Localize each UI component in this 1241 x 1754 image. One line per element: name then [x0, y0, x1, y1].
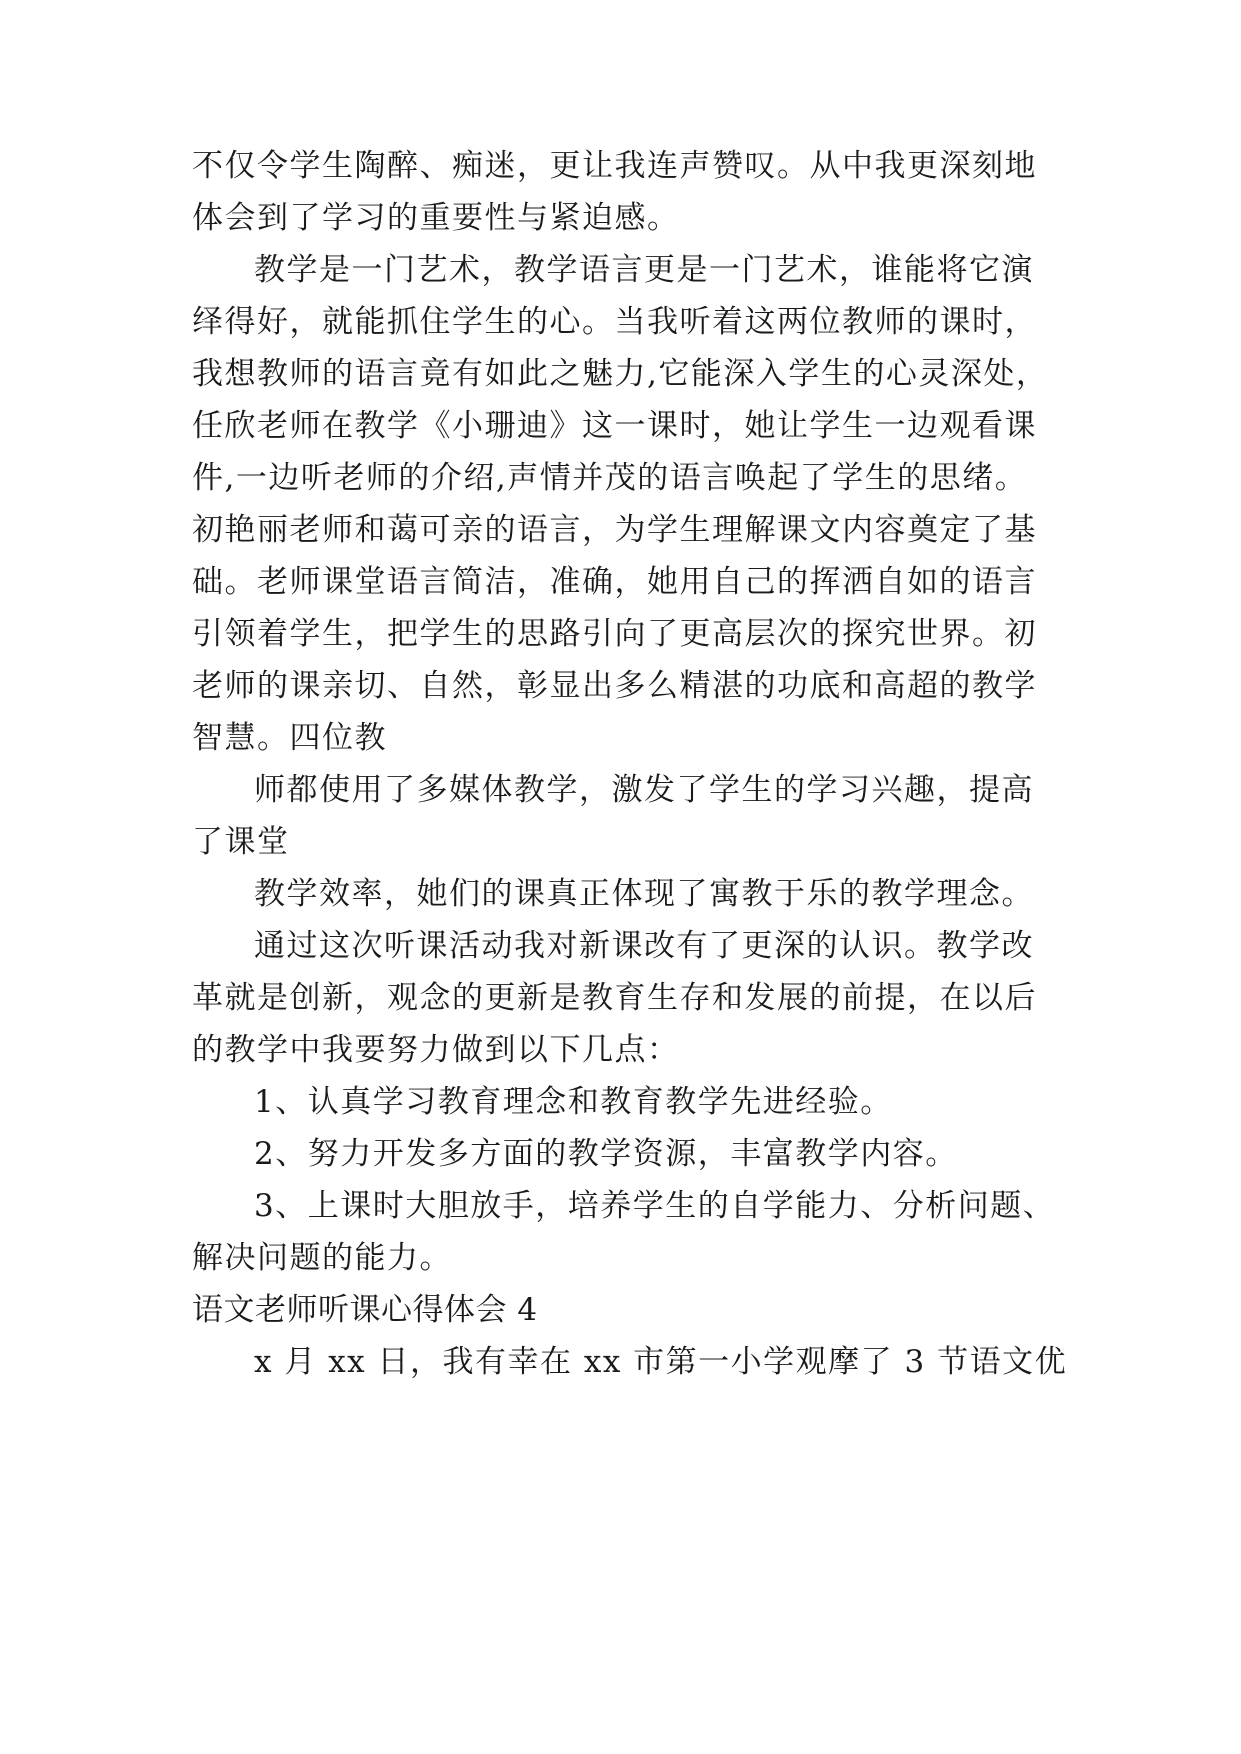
list-item: 2、努力开发多方面的教学资源，丰富教学内容。 [254, 1136, 958, 1172]
text-line: 的教学中我要努力做到以下几点： [192, 1032, 680, 1068]
list-item: 1、认真学习教育理念和教育教学先进经验。 [254, 1084, 893, 1120]
paragraph-start-line: 师都使用了多媒体教学，激发了学生的学习兴趣，提高 [254, 772, 1034, 808]
paragraph-start-line: 教学是一门艺术，教学语言更是一门艺术，谁能将它演 [254, 252, 1034, 288]
text-line: 不仅令学生陶醉、痴迷，更让我连声赞叹。从中我更深刻地 [192, 148, 1037, 184]
text-line: 绎得好，就能抓住学生的心。当我听着这两位教师的课时， [192, 304, 1037, 340]
text-line: 体会到了学习的重要性与紧迫感。 [192, 200, 680, 236]
text-line: 了课堂 [192, 824, 290, 860]
text-line: 解决问题的能力。 [192, 1240, 452, 1276]
paragraph-start-line: 教学效率，她们的课真正体现了寓教于乐的教学理念。 [254, 876, 1034, 912]
paragraph-start-line: x 月 xx 日，我有幸在 xx 市第一小学观摩了 3 节语文优 [254, 1344, 1068, 1380]
section-heading: 语文老师听课心得体会 4 [192, 1292, 538, 1328]
text-line: 础。老师课堂语言简洁，准确，她用自己的挥洒自如的语言 [192, 564, 1037, 600]
text-line: 老师的课亲切、自然，彰显出多么精湛的功底和高超的教学 [192, 668, 1037, 704]
paragraph-start-line: 通过这次听课活动我对新课改有了更深的认识。教学改 [254, 928, 1034, 964]
text-line: 件,一边听老师的介绍,声情并茂的语言唤起了学生的思绪。 [192, 460, 1028, 496]
text-line: 任欣老师在教学《小珊迪》这一课时，她让学生一边观看课 [192, 408, 1037, 444]
text-line: 引领着学生，把学生的思路引向了更高层次的探究世界。初 [192, 616, 1037, 652]
list-item: 3、上课时大胆放手，培养学生的自学能力、分析问题、 [254, 1188, 1056, 1224]
text-line: 初艳丽老师和蔼可亲的语言，为学生理解课文内容奠定了基 [192, 512, 1037, 548]
text-line: 智慧。四位教 [192, 720, 387, 756]
text-line: 革就是创新，观念的更新是教育生存和发展的前提，在以后 [192, 980, 1037, 1016]
text-line: 我想教师的语言竟有如此之魅力,它能深入学生的心灵深处， [192, 356, 1049, 392]
